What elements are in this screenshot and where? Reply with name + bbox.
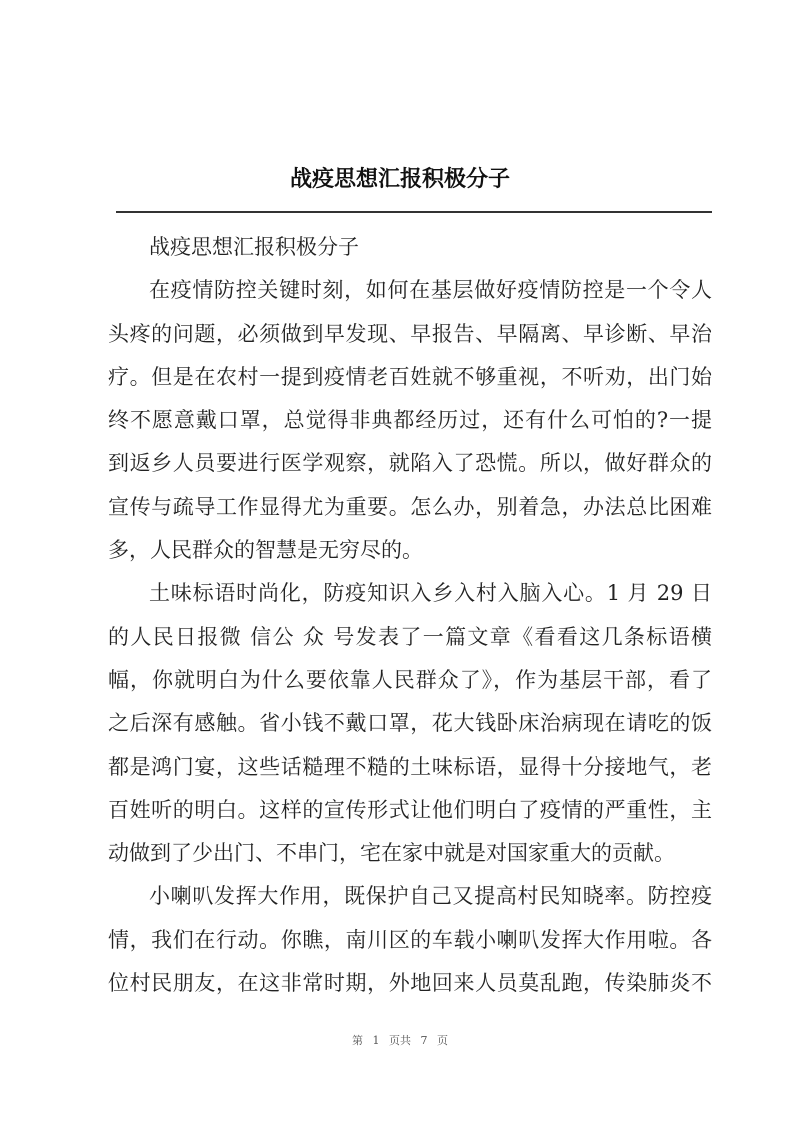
document-body bbox=[108, 226, 712, 1005]
paragraph bbox=[108, 572, 712, 875]
text-line: 幅，你就明白为什么要依靠人民群众了》，作为基层干部，看了 bbox=[108, 667, 712, 692]
paragraph bbox=[108, 875, 712, 1005]
text-line: 位村民朋友，在这非常时期，外地回来人员莫乱跑，传染肺炎不 bbox=[108, 971, 712, 996]
text-line: 战疫思想汇报积极分子 bbox=[149, 235, 359, 259]
text-line: 到返乡人员要进行医学观察，就陷入了恐慌。所以，做好群众的 bbox=[108, 451, 712, 476]
page-footer: 第 1 页共 7 页 bbox=[352, 1034, 448, 1047]
text-line: 多，人民群众的智慧是无穷尽的。 bbox=[108, 538, 423, 563]
text-line: 之后深有感触。省小钱不戴口罩，花大钱卧床治病现在请吃的饭 bbox=[108, 711, 712, 736]
text-line: 情，我们在行动。你瞧，南川区的车载小喇叭发挥大作用啦。各 bbox=[108, 927, 712, 952]
text-line: 小喇叭发挥大作用，既保护自己又提高村民知晓率。防控疫 bbox=[149, 884, 712, 909]
document-title: 战疫思想汇报积极分子 bbox=[289, 166, 510, 192]
text-line: 宣传与疏导工作显得尤为重要。怎么办，别着急，办法总比困难 bbox=[108, 494, 712, 519]
paragraph bbox=[108, 226, 712, 269]
text-line: 在疫情防控关键时刻，如何在基层做好疫情防控是一个令人 bbox=[149, 278, 712, 303]
text-line: 疗。但是在农村一提到疫情老百姓就不够重视，不听劝，出门始 bbox=[108, 364, 712, 389]
text-line: 百姓听的明白。这样的宣传形式让他们明白了疫情的严重性，主 bbox=[108, 797, 712, 822]
text-line: 动做到了少出门、不串门，宅在家中就是对国家重大的贡献。 bbox=[108, 841, 675, 866]
text-line: 都是鸿门宴，这些话糙理不糙的土味标语，显得十分接地气，老 bbox=[108, 754, 712, 779]
text-line: 土味标语时尚化，防疫知识入乡入村入脑入心。1 月 29 日 bbox=[149, 581, 712, 606]
title-divider bbox=[116, 211, 712, 213]
text-line: 的人民日报微 信公 众 号发表了一篇文章《看看这几条标语横 bbox=[108, 624, 712, 649]
paragraph bbox=[108, 269, 712, 572]
text-line: 头疼的问题，必须做到早发现、早报告、早隔离、早诊断、早治 bbox=[108, 321, 712, 346]
text-line: 终不愿意戴口罩，总觉得非典都经历过，还有什么可怕的?一提 bbox=[108, 408, 712, 433]
